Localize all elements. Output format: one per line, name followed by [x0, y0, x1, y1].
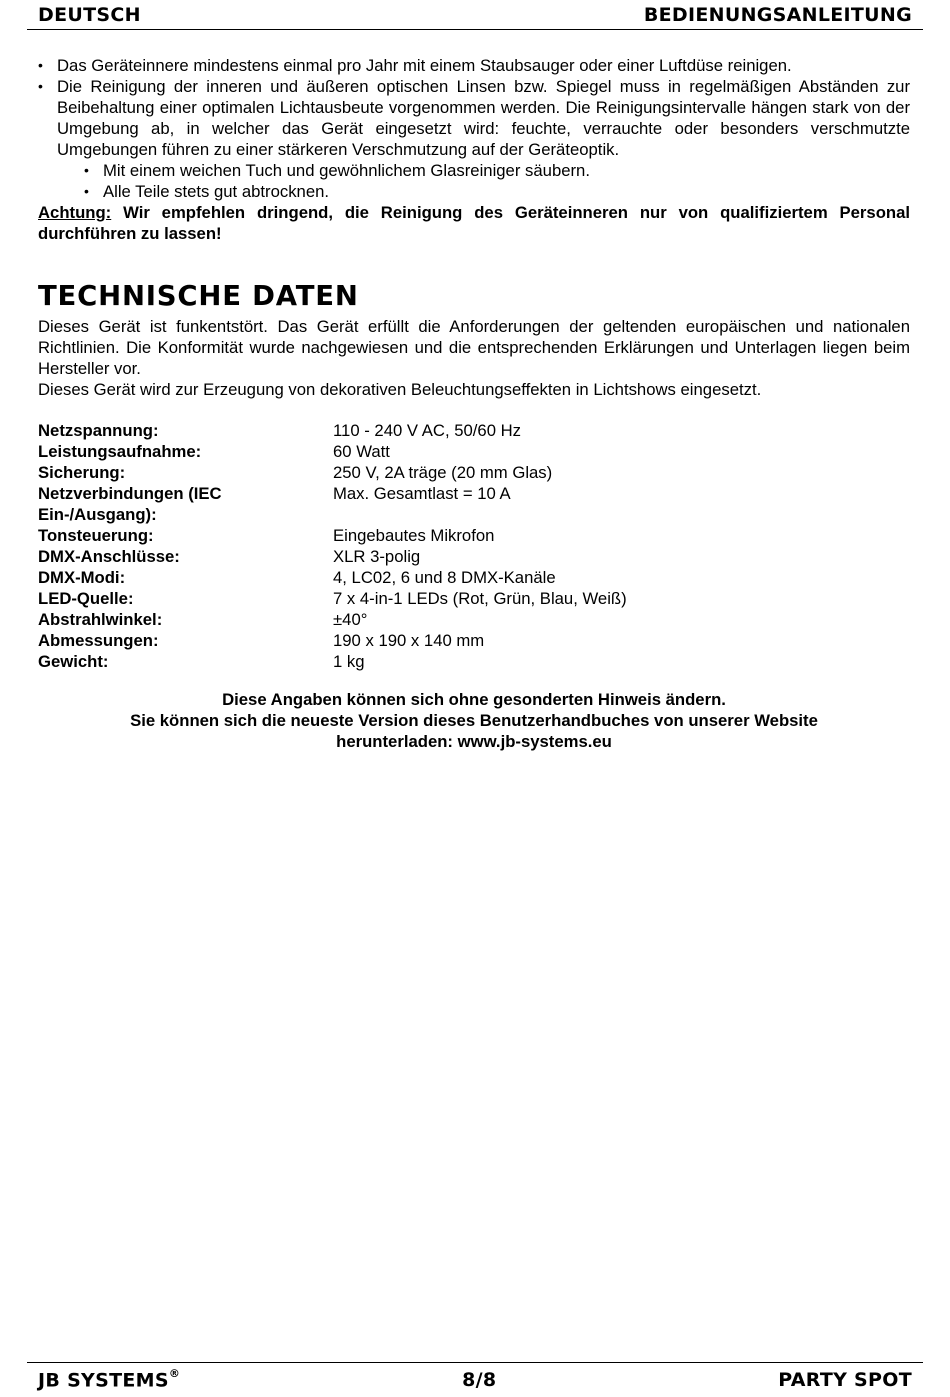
header-doc-type: BEDIENUNGSANLEITUNG — [643, 3, 912, 26]
notice — [38, 689, 910, 752]
spec-value: 190 x 190 x 140 mm — [333, 631, 485, 650]
list-item: • Alle Teile stets gut abtrocknen. — [84, 182, 330, 201]
list-item: • Das Geräteinnere mindestens einmal pro Jahr mit einem Staubsauger oder einer Luftdüse reinigen. — [38, 56, 792, 75]
notice-line: Diese Angaben können sich ohne gesonderten Hinweis ändern. — [222, 690, 726, 709]
spec-value: 7 x 4-in-1 LEDs (Rot, Grün, Blau, Weiß) — [333, 589, 627, 608]
spec-value: XLR 3-polig — [333, 547, 421, 566]
bullet-icon: • — [38, 57, 43, 73]
spec-row — [38, 588, 910, 609]
warning-label: Achtung: — [38, 203, 112, 222]
spec-row — [38, 630, 910, 651]
spec-row — [38, 525, 910, 546]
list-item: • Die Reinigung der inneren und äußeren optischen Linsen bzw. Spiegel muss in regelmäßigen Abständen zur Beibehaltung einer optimalen Lichtausbeute vorgenommen werden. Die Reinigungsintervalle hängen stark von der Umgebung ab, in welcher das Gerät eingesetzt wird: feuchte, verrauchte oder besonders verschmutzte Umgebungen führen zu einer stärkeren Verschmutzung auf der Geräteoptik. — [38, 77, 910, 159]
warning-text: Wir empfehlen dringend, die Reinigung des Geräteinneren nur von qualifiziertem Personal durchführen zu lassen! — [38, 203, 910, 243]
footer-brand: JB SYSTEMS® — [38, 1366, 181, 1392]
spec-label: DMX-Modi: — [38, 568, 126, 587]
section-title: TECHNISCHE DATEN — [38, 280, 359, 312]
spec-label: LED-Quelle: — [38, 589, 134, 608]
bullet-icon: • — [38, 78, 43, 94]
cleaning-warning — [38, 202, 910, 244]
page-content — [38, 55, 910, 752]
list-item: • Mit einem weichen Tuch und gewöhnlichem Glasreiniger säubern. — [84, 161, 590, 180]
spec-row — [38, 420, 910, 441]
footer-product: PARTY SPOT — [778, 1369, 912, 1391]
spec-row — [38, 483, 910, 525]
spec-row — [38, 609, 910, 630]
spec-value: ±40° — [333, 610, 368, 629]
spec-label: Netzspannung: — [38, 421, 159, 440]
header-language: DEUTSCH — [38, 3, 141, 26]
spec-row — [38, 546, 910, 567]
spec-label: Gewicht: — [38, 652, 109, 671]
registered-mark: ® — [168, 1366, 181, 1380]
spec-table — [38, 420, 910, 672]
spec-value: 60 Watt — [333, 442, 390, 461]
cleaning-sub-list — [84, 160, 910, 202]
spec-label: Tonsteuerung: — [38, 526, 154, 545]
spec-value: Max. Gesamtlast = 10 A — [333, 484, 511, 503]
page-header — [27, 0, 923, 30]
usage-paragraph: Dieses Gerät wird zur Erzeugung von dekorativen Beleuchtungseffekten in Lichtshows eingesetzt. — [38, 380, 762, 399]
spec-value: 110 - 240 V AC, 50/60 Hz — [333, 421, 522, 440]
conformity-paragraph: Dieses Gerät ist funkentstört. Das Gerät erfüllt die Anforderungen der geltenden europäischen und nationalen Richtlinien. Die Konformität wurde nachgewiesen und die entsprechenden Erklärungen und Unterlagen liegen beim Hersteller vor. — [38, 317, 910, 378]
spec-label: DMX-Anschlüsse: — [38, 547, 180, 566]
spec-label: Netzverbindungen (IEC Ein-/Ausgang): — [38, 484, 222, 524]
spec-value: 250 V, 2A träge (20 mm Glas) — [333, 463, 553, 482]
cleaning-list — [38, 55, 910, 160]
spec-label: Leistungsaufnahme: — [38, 442, 202, 461]
bullet-icon: • — [84, 162, 89, 178]
spec-value: Eingebautes Mikrofon — [333, 526, 495, 545]
spec-label: Abmessungen: — [38, 631, 159, 650]
notice-line: Sie können sich die neueste Version dieses Benutzerhandbuches von unserer Website herunterladen: www.jb-systems.eu — [130, 711, 818, 751]
spec-row — [38, 651, 910, 672]
spec-row — [38, 462, 910, 483]
spec-value: 4, LC02, 6 und 8 DMX-Kanäle — [333, 568, 556, 587]
spec-label: Abstrahlwinkel: — [38, 610, 163, 629]
page-footer — [27, 1362, 923, 1397]
spec-label: Sicherung: — [38, 463, 126, 482]
bullet-icon: • — [84, 183, 89, 199]
spec-row — [38, 441, 910, 462]
spec-row — [38, 567, 910, 588]
page-number: 8/8 — [462, 1369, 497, 1391]
spec-value: 1 kg — [333, 652, 365, 671]
